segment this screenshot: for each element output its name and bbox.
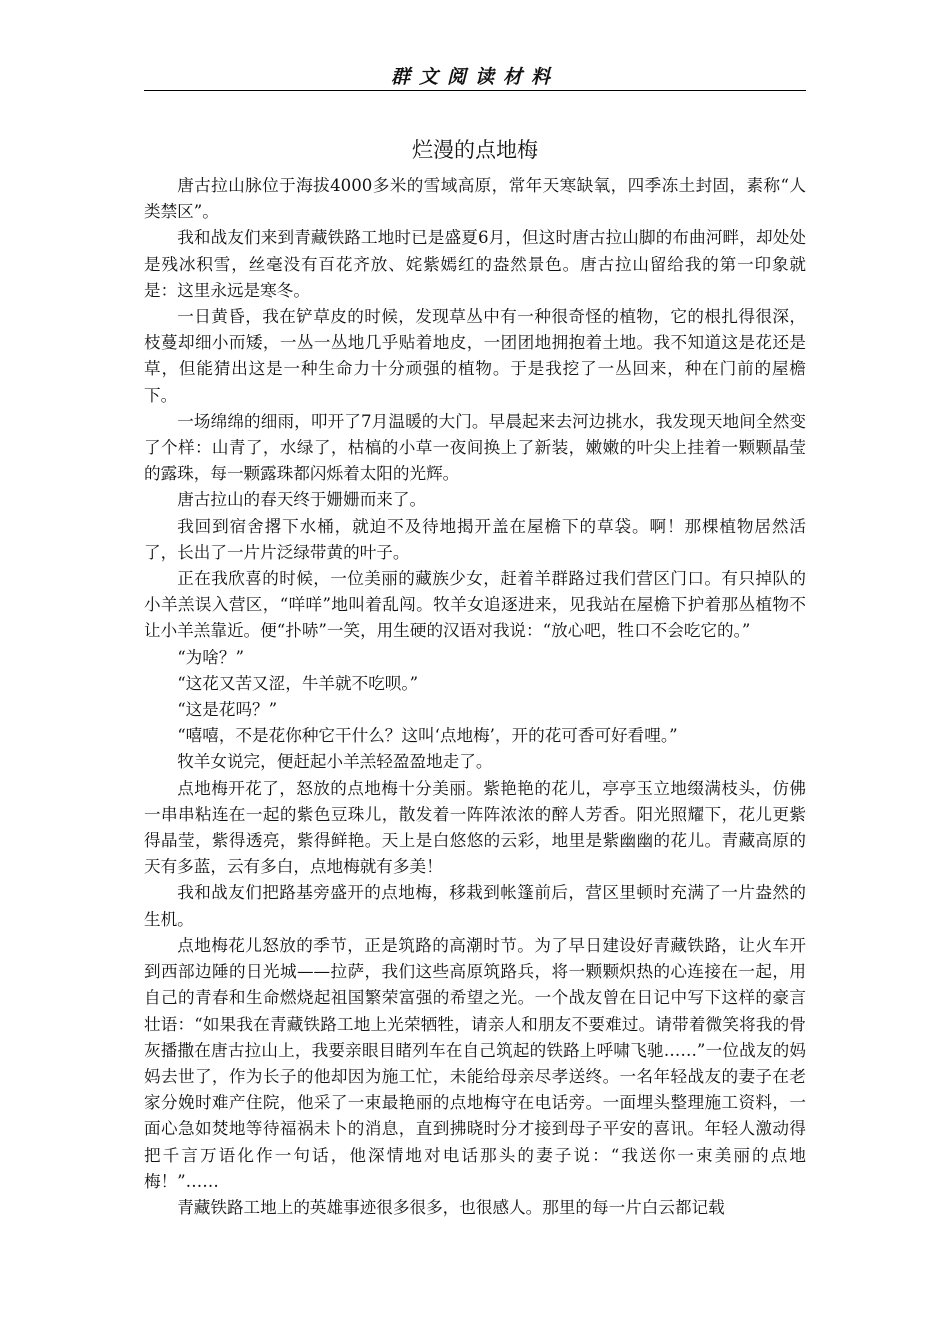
article-body bbox=[144, 173, 806, 1221]
dialogue-line: “这花又苦又涩，牛羊就不吃呗。” bbox=[177, 673, 419, 693]
paragraph: 我和战友们来到青藏铁路工地时已是盛夏6月，但这时唐古拉山脚的布曲河畔，却处处是残冰积雪，丝毫没有百花齐放、姹紫嫣红的盎然景色。唐古拉山留给我的第一印象就是：这里永远是寒冬。 bbox=[144, 228, 806, 300]
paragraph: 唐古拉山脉位于海拔4000多米的雪域高原，常年天寒缺氧，四季冻土封固，素称“人类禁区”。 bbox=[144, 176, 806, 222]
paragraph: 唐古拉山的春天终于姗姗而来了。 bbox=[177, 490, 427, 510]
paragraph: 一日黄昏，我在铲草皮的时候，发现草丛中有一种很奇怪的植物，它的根扎得很深，枝蔓却细小而矮，一丛一丛地几乎贴着地皮，一团团地拥抱着土地。我不知道这是花还是草，但能猜出这是一种生命力十分顽强的植物。于是我挖了一丛回来，种在门前的屋檐下。 bbox=[144, 307, 806, 405]
paragraph: 青藏铁路工地上的英雄事迹很多很多，也很感人。那里的每一片白云都记载 bbox=[177, 1197, 725, 1217]
dialogue-line: “这是花吗？” bbox=[177, 700, 278, 720]
paragraph: 我和战友们把路基旁盛开的点地梅，移栽到帐篷前后，营区里顿时充满了一片盎然的生机。 bbox=[144, 883, 806, 929]
dialogue-line: “为啥？” bbox=[177, 647, 244, 667]
dialogue-line: “嘻嘻，不是花你种它干什么？这叫‘点地梅’，开的花可香可好看哩。” bbox=[177, 726, 678, 746]
page-header: 群文阅读材料 bbox=[390, 66, 559, 88]
paragraph: 牧羊女说完，便赶起小羊羔轻盈盈地走了。 bbox=[177, 752, 493, 772]
header-divider bbox=[144, 90, 806, 91]
paragraph: 点地梅花儿怒放的季节，正是筑路的高潮时节。为了早日建设好青藏铁路，让火车开到西部边陲的日光城——拉萨，我们这些高原筑路兵，将一颗颗炽热的心连接在一起，用自己的青春和生命燃烧起祖国繁荣富强的希望之光。一个战友曾在日记中写下这样的豪言壮语：“如果我在青藏铁路工地上光荣牺牲，请亲人和朋友不要难过。请带着微笑将我的骨灰播撒在唐古拉山上，我要亲眼目睹列车在自己筑起的铁路上呼啸飞驰……”一位战友的妈妈去世了，作为长子的他却因为施工忙，未能给母亲尽孝送终。一名年轻战友的妻子在老家分娩时难产住院，他采了一束最艳丽的点地梅守在电话旁。一面埋头整理施工资料，一面心急如焚地等待福祸未卜的消息，直到拂晓时分才接到母子平安的喜讯。年轻人激动得把千言万语化作一句话，他深情地对电话那头的妻子说：“我送你一束美丽的点地梅！”…… bbox=[144, 935, 806, 1191]
paragraph: 点地梅开花了，怒放的点地梅十分美丽。紫艳艳的花儿，亭亭玉立地缀满枝头，仿佛一串串粘连在一起的紫色豆珠儿，散发着一阵阵浓浓的醉人芳香。阳光照耀下，花儿更紫得晶莹，紫得透亮，紫得鲜艳。天上是白悠悠的云彩，地里是紫幽幽的花儿。青藏高原的天有多蓝，云有多白，点地梅就有多美！ bbox=[144, 778, 806, 877]
article-title: 烂漫的点地梅 bbox=[412, 138, 538, 162]
paragraph: 我回到宿舍撂下水桶，就迫不及待地揭开盖在屋檐下的草袋。啊！那棵植物居然活了，长出了一片片泛绿带黄的叶子。 bbox=[144, 516, 806, 562]
paragraph: 正在我欣喜的时候，一位美丽的藏族少女，赶着羊群路过我们营区门口。有只掉队的小羊羔误入营区，“咩咩”地叫着乱闯。牧羊女追逐进来，见我站在屋檐下护着那丛植物不让小羊羔靠近。便“扑哧”一笑，用生硬的汉语对我说：“放心吧，牲口不会吃它的。” bbox=[144, 569, 806, 641]
paragraph: 一场绵绵的细雨，叩开了7月温暖的大门。早晨起来去河边挑水，我发现天地间全然变了个样：山青了，水绿了，枯槁的小草一夜间换上了新装，嫩嫩的叶尖上挂着一颗颗晶莹的露珠，每一颗露珠都闪烁着太阳的光辉。 bbox=[144, 411, 806, 484]
